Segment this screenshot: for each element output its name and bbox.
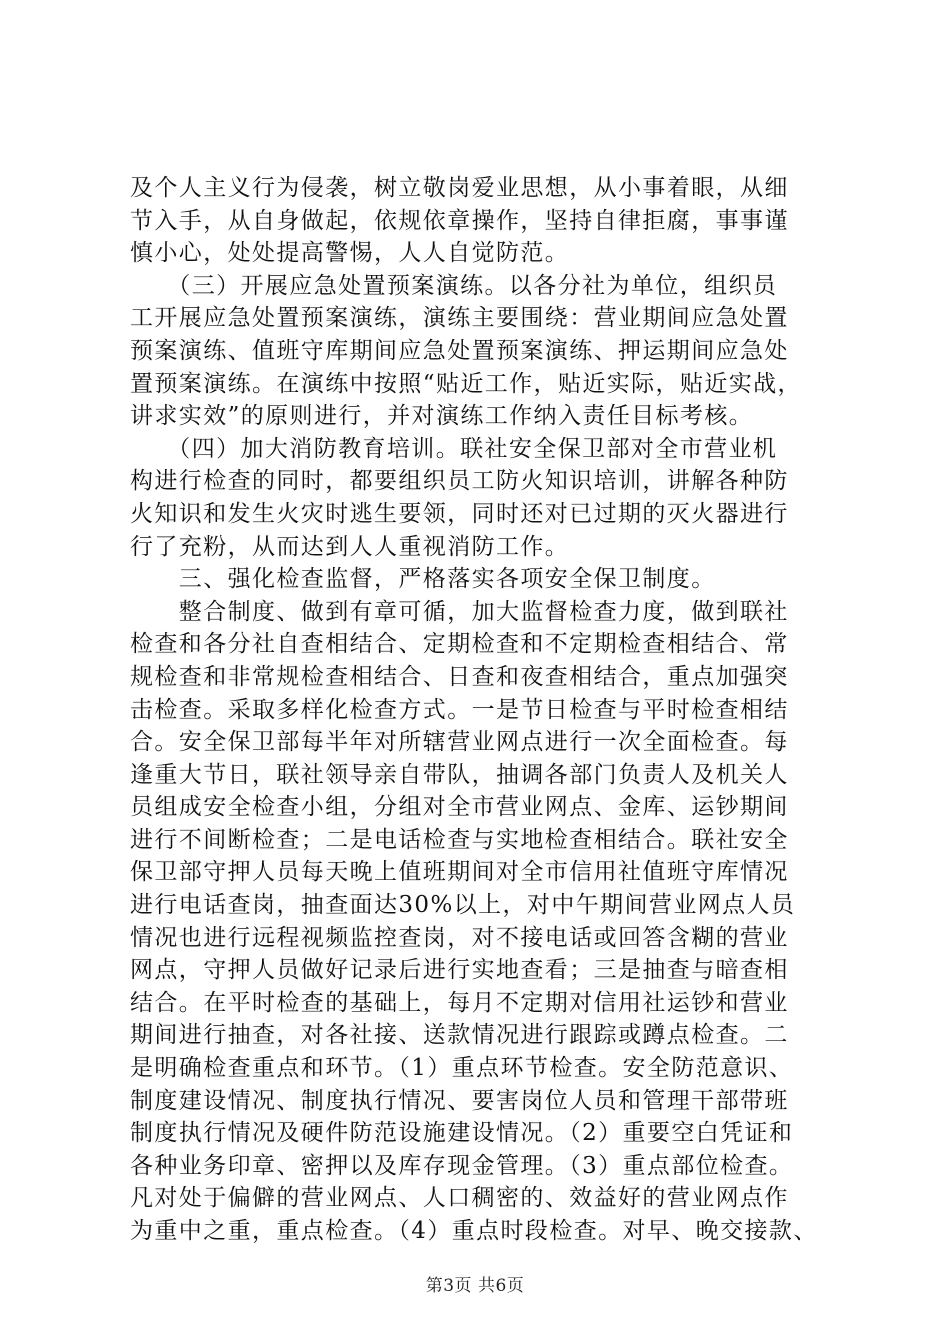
text-line: 预案演练、值班守库期间应急处置预案演练、押运期间应急处: [130, 337, 789, 364]
text-line: 置预案演练。在演练中按照“贴近工作，贴近实际，贴近实战，: [130, 370, 802, 397]
text-line: 及个人主义行为侵袭，树立敬岗爱业思想，从小事着眼，从细: [130, 175, 789, 201]
text-line: 构进行检查的同时，都要组织员工防火知识培训，讲解各种防: [130, 468, 789, 495]
text-line: 期间进行抽查，对各社接、送款情况进行跟踪或蹲点检查。二: [130, 1022, 789, 1049]
text-line: 是明确检查重点和环节。（1）重点环节检查。安全防范意识、: [130, 1055, 794, 1082]
text-line: 保卫部守押人员每天晚上值班期间对全市信用社值班守库情况: [130, 859, 789, 886]
text-line: 凡对处于偏僻的营业网点、人口稠密的、效益好的营业网点作: [130, 1185, 789, 1212]
text-line: 网点，守押人员做好记录后进行实地查看；三是抽查与暗查相: [130, 957, 789, 984]
text-line: 节入手，从自身做起，依规依章操作，坚持自律拒腐，事事谨: [130, 207, 789, 234]
text-line: 制度执行情况及硬件防范设施建设情况。（2）重要空白凭证和: [130, 1120, 794, 1147]
text-line: 进行电话查岗，抽查面达30%以上，对中午期间营业网点人员: [130, 892, 796, 919]
text-line: 各种业务印章、密押以及库存现金管理。（3）重点部位检查。: [130, 1152, 794, 1179]
text-line: 制度建设情况、制度执行情况、要害岗位人员和管理干部带班: [130, 1087, 789, 1114]
text-line: 工开展应急处置预案演练，演练主要围绕：营业期间应急处置: [130, 305, 789, 332]
text-line: 逢重大节日，联社领导亲自带队，抽调各部门负责人及机关人: [130, 761, 789, 788]
text-line: 讲求实效”的原则进行，并对演练工作纳入责任目标考核。: [130, 403, 754, 430]
body-text: [130, 172, 830, 1248]
text-line: （三）开展应急处置预案演练。以各分社为单位，组织员: [130, 272, 778, 299]
text-line: 整合制度、做到有章可循，加大监督检查力度，做到联社: [130, 598, 789, 625]
text-line: 结合。在平时检查的基础上，每月不定期对信用社运钞和营业: [130, 989, 789, 1016]
text-line: 进行不间断检查；二是电话检查与实地检查相结合。联社安全: [130, 826, 789, 853]
text-line: 员组成安全检查小组，分组对全市营业网点、金库、运钞期间: [130, 794, 789, 821]
text-line: 规检查和非常规检查相结合、日查和夜查相结合，重点加强突: [130, 663, 789, 690]
text-line: 三、强化检查监督，严格落实各项安全保卫制度。: [130, 566, 716, 593]
text-line: 击检查。采取多样化检查方式。一是节日检查与平时检查相结: [130, 696, 789, 723]
text-line: 情况也进行远程视频监控查岗，对不接电话或回答含糊的营业: [130, 924, 789, 951]
text-line: 火知识和发生火灾时逃生要领，同时还对已过期的灭火器进行: [130, 500, 789, 527]
page-number-footer: 第3页 共6页: [425, 1276, 525, 1296]
text-line: 检查和各分社自查相结合、定期检查和不定期检查相结合、常: [130, 631, 789, 658]
text-line: 合。安全保卫部每半年对所辖营业网点进行一次全面检查。每: [130, 729, 789, 756]
text-line: 行了充粉，从而达到人人重视消防工作。: [130, 533, 570, 560]
text-line: （四）加大消防教育培训。联社安全保卫部对全市营业机: [130, 435, 778, 462]
text-line: 为重中之重，重点检查。（4）重点时段检查。对早、晚交接款、: [130, 1218, 818, 1244]
text-line: 慎小心，处处提高警惕，人人自觉防范。: [130, 240, 570, 267]
